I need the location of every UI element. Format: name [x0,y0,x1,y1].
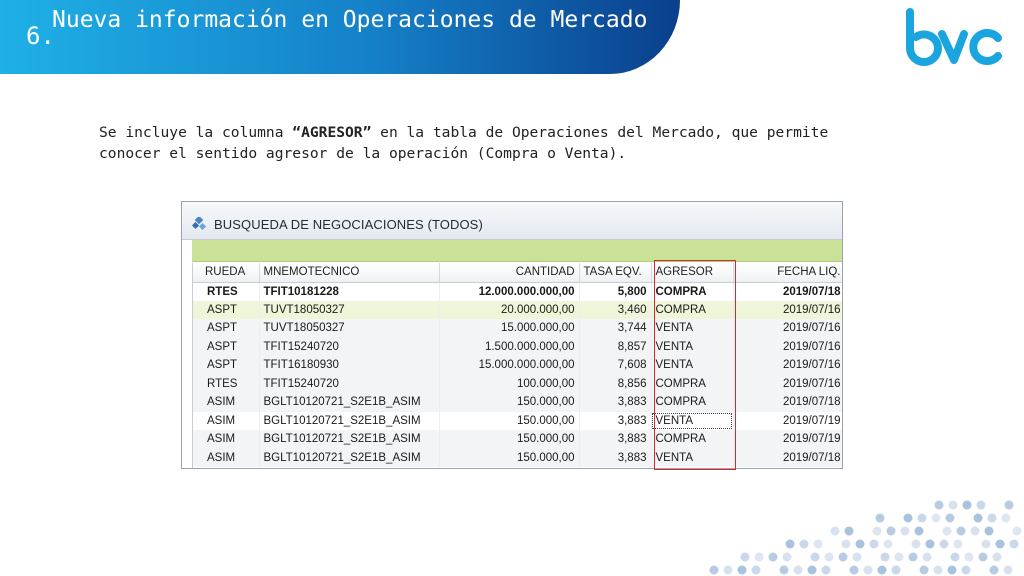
decorative-dot [856,540,865,549]
cell-mnemotecnico: BGLT10120721_S2E1B_ASIM [259,412,439,431]
decorative-dot [786,540,795,549]
decorative-dot [831,527,840,536]
table-row[interactable] [193,412,843,431]
description-part1: Se incluye la columna [99,124,293,141]
cell-agresor: COMPRA [651,393,733,412]
cell-rueda: ASIM [193,430,259,449]
decorative-dot [932,514,941,523]
decorative-dot [878,566,887,575]
cell-tasa: 7,608 [579,356,651,375]
cell-agresor: VENTA [651,412,733,431]
decorative-dot [1010,540,1019,549]
cell-mnemotecnico: TUVT18050327 [259,301,439,320]
decorative-dot [738,566,747,575]
decorative-dot [850,566,859,575]
decorative-dot [988,514,997,523]
decorative-dot [769,553,778,562]
column-header-agresor[interactable]: AGRESOR [651,263,733,282]
description-text [99,122,889,164]
decorative-dot [904,514,913,523]
cell-rueda: RTES [193,282,259,301]
cell-cantidad: 12.000.000.000,00 [439,282,579,301]
decorative-dot [1013,527,1022,536]
decorative-dot [864,566,873,575]
decorative-dot [923,553,932,562]
table-header-row [193,263,843,282]
cell-tasa: 3,744 [579,319,651,338]
table-row[interactable] [193,375,843,394]
decorative-dot [881,553,890,562]
cell-rueda: ASPT [193,319,259,338]
cell-agresor: COMPRA [651,430,733,449]
cell-tasa: 8,857 [579,338,651,357]
decorative-dot [940,540,949,549]
cell-fecha: 2019/07/16 [733,319,843,338]
cell-mnemotecnico: TFIT16180930 [259,356,439,375]
table-row[interactable] [193,430,843,449]
decorative-dot [920,566,929,575]
cell-rueda: ASIM [193,393,259,412]
table-row[interactable] [193,449,843,468]
cell-agresor: COMPRA [651,282,733,301]
cell-rueda: ASPT [193,301,259,320]
decorative-dots [660,490,1024,576]
cell-fecha: 2019/07/16 [733,338,843,357]
cell-mnemotecnico: TFIT15240720 [259,375,439,394]
cell-fecha: 2019/07/19 [733,430,843,449]
cell-agresor: VENTA [651,356,733,375]
cell-cantidad: 15.000.000,00 [439,319,579,338]
cell-cantidad: 1.500.000.000,00 [439,338,579,357]
cell-tasa: 3,883 [579,449,651,468]
decorative-dot [1004,566,1013,575]
decorative-dot [892,566,901,575]
column-header-mnemotecnico[interactable]: MNEMOTECNICO [259,263,439,282]
decorative-dot [845,527,854,536]
decorative-dot [962,566,971,575]
decorative-dot [946,514,955,523]
cell-cantidad: 150.000,00 [439,393,579,412]
decorative-dot [965,553,974,562]
table-row[interactable] [193,338,843,357]
diamond-cluster-icon [192,217,208,231]
trades-table-wrap [192,263,843,469]
decorative-dot [912,540,921,549]
decorative-dot [1002,514,1011,523]
decorative-dot [873,527,882,536]
column-header-rueda[interactable]: RUEDA [193,263,259,282]
cell-agresor: VENTA [651,449,733,468]
decorative-dot [982,540,991,549]
decorative-dot [800,540,809,549]
cell-fecha: 2019/07/16 [733,301,843,320]
table-row[interactable] [193,282,843,301]
cell-mnemotecnico: TFIT10181228 [259,282,439,301]
decorative-dot [755,553,764,562]
decorative-dot [943,527,952,536]
table-row[interactable] [193,393,843,412]
cell-tasa: 5,800 [579,282,651,301]
cell-rueda: ASPT [193,338,259,357]
description-part2: en la tabla de Operaciones del Mercado, que permite conocer el sentido agresor de la operación (Compra o Venta). [99,124,829,162]
cell-agresor: VENTA [651,338,733,357]
cell-rueda: RTES [193,375,259,394]
decorative-dot [814,540,823,549]
slide-title: Nueva información en Operaciones de Mercado [52,7,648,33]
cell-mnemotecnico: TUVT18050327 [259,319,439,338]
cell-tasa: 3,460 [579,301,651,320]
decorative-dot [948,566,957,575]
decorative-dot [951,553,960,562]
cell-tasa: 3,883 [579,393,651,412]
decorative-dot [895,553,904,562]
decorative-dot [934,566,943,575]
cell-mnemotecnico: BGLT10120721_S2E1B_ASIM [259,449,439,468]
decorative-dot [918,514,927,523]
cell-tasa: 8,856 [579,375,651,394]
cell-rueda: ASIM [193,449,259,468]
decorative-dot [825,553,834,562]
cell-cantidad: 150.000,00 [439,449,579,468]
cell-fecha: 2019/07/18 [733,282,843,301]
table-row[interactable] [193,301,843,320]
decorative-dot [1005,501,1014,510]
decorative-dot [935,501,944,510]
decorative-dot [839,553,848,562]
cell-fecha: 2019/07/19 [733,412,843,431]
slide-number: 6. [26,22,55,50]
cell-cantidad: 15.000.000.000,00 [439,356,579,375]
decorative-dot [853,553,862,562]
decorative-dot [794,566,803,575]
cell-agresor: COMPRA [651,375,733,394]
decorative-dot [724,566,733,575]
trades-table [193,263,843,467]
decorative-dot [949,501,958,510]
cell-fecha: 2019/07/16 [733,356,843,375]
decorative-dot [842,540,851,549]
decorative-dot [993,553,1002,562]
cell-tasa: 3,883 [579,412,651,431]
cell-mnemotecnico: TFIT15240720 [259,338,439,357]
panel-title: BUSQUEDA DE NEGOCIACIONES (TODOS) [214,217,483,232]
decorative-dot [783,553,792,562]
cell-agresor: COMPRA [651,301,733,320]
decorative-dot [963,501,972,510]
cell-fecha: 2019/07/18 [733,393,843,412]
column-header-tasa[interactable]: TASA EQV. [579,263,651,282]
decorative-dot [752,566,761,575]
decorative-dot [996,540,1005,549]
decorative-dot [822,566,831,575]
decorative-dot [901,527,910,536]
decorative-dot [909,553,918,562]
cell-cantidad: 150.000,00 [439,430,579,449]
decorative-dot [971,527,980,536]
decorative-dot [977,501,986,510]
cell-cantidad: 100.000,00 [439,375,579,394]
decorative-dot [974,514,983,523]
cell-fecha: 2019/07/16 [733,375,843,394]
cell-mnemotecnico: BGLT10120721_S2E1B_ASIM [259,393,439,412]
table-row[interactable] [193,319,843,338]
decorative-dot [985,527,994,536]
search-trades-panel [181,201,843,469]
cell-rueda: ASIM [193,412,259,431]
decorative-dot [876,514,885,523]
cell-tasa: 3,883 [579,430,651,449]
decorative-dot [780,566,789,575]
filter-bar[interactable] [192,240,843,262]
decorative-dot [887,527,896,536]
decorative-dot [990,566,999,575]
column-header-fecha[interactable]: FECHA LIQ. [733,263,843,282]
decorative-dot [957,527,966,536]
cell-rueda: ASPT [193,356,259,375]
description-highlight: “AGRESOR” [292,124,372,141]
decorative-dot [915,527,924,536]
cell-agresor: VENTA [651,319,733,338]
panel-titlebar [182,202,842,240]
column-header-cantidad[interactable]: CANTIDAD [439,263,579,282]
cell-mnemotecnico: BGLT10120721_S2E1B_ASIM [259,430,439,449]
decorative-dot [954,540,963,549]
cell-cantidad: 20.000.000,00 [439,301,579,320]
bvc-logo [902,6,1004,68]
decorative-dot [884,540,893,549]
decorative-dot [811,553,820,562]
decorative-dot [979,553,988,562]
cell-fecha: 2019/07/18 [733,449,843,468]
decorative-dot [741,553,750,562]
decorative-dot [926,540,935,549]
decorative-dot [710,566,719,575]
table-row[interactable] [193,356,843,375]
cell-cantidad: 150.000,00 [439,412,579,431]
decorative-dot [870,540,879,549]
decorative-dot [808,566,817,575]
header-banner [0,0,680,74]
